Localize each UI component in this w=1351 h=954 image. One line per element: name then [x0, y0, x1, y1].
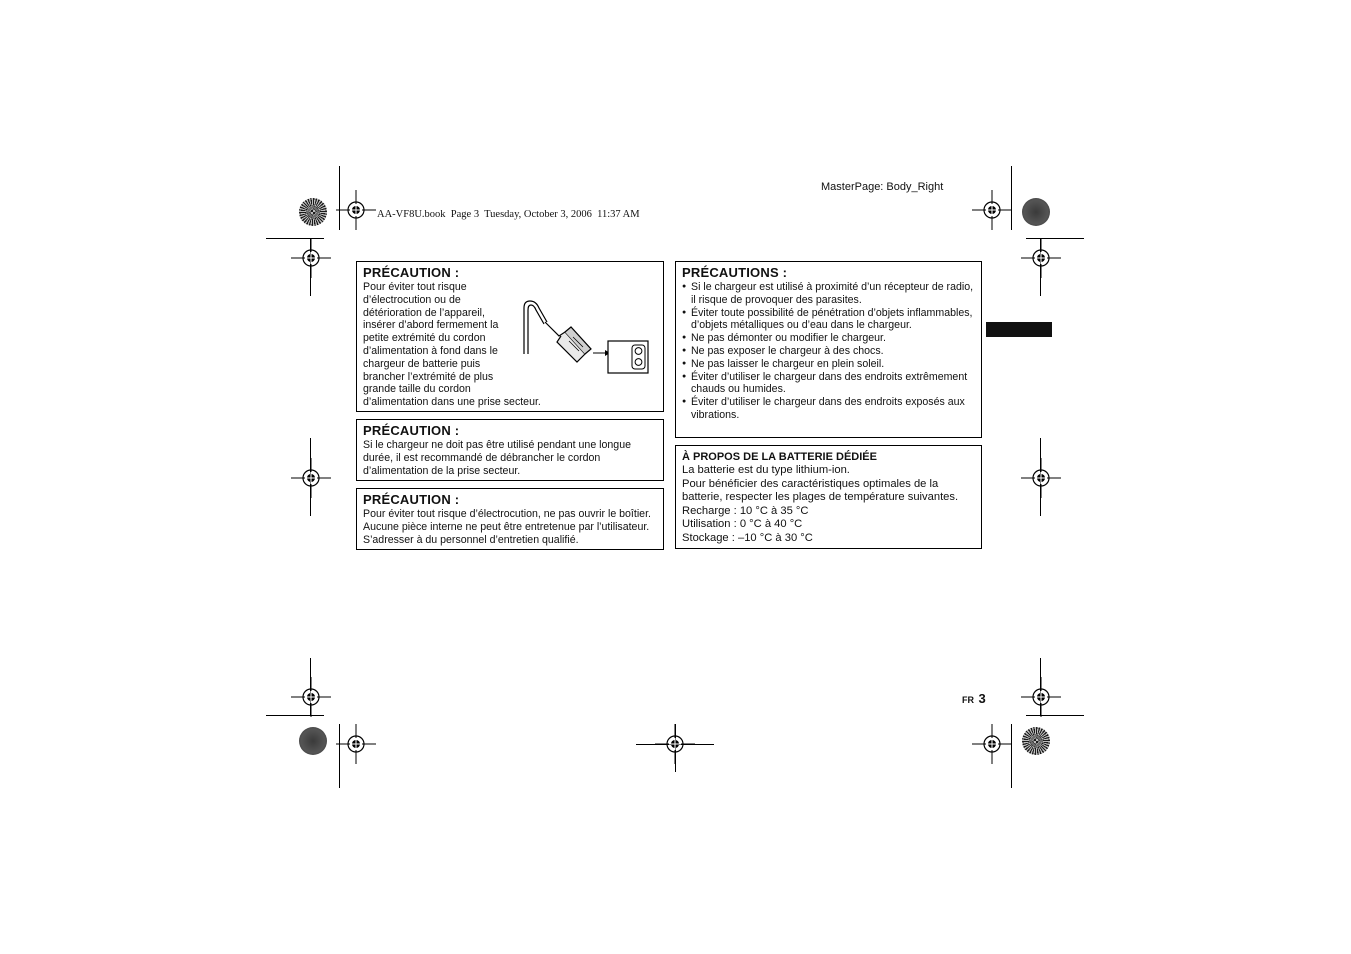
list-item: ● Éviter d’utiliser le chargeur dans des endroits extrêmement chauds ou humides.	[682, 371, 975, 397]
text-line: grande taille du cordon	[363, 383, 471, 396]
registration-mark-icon	[1021, 238, 1061, 278]
registration-mark-icon	[336, 724, 376, 764]
registration-mark-icon	[655, 724, 695, 764]
box-title: PRÉCAUTIONS :	[682, 265, 788, 280]
list-item: ● Si le chargeur est utilisé à proximité d’un récepteur de radio, il risque de provoquer des parasites.	[682, 281, 975, 307]
precaution-list	[682, 281, 975, 422]
list-item: ● Éviter d’utiliser le chargeur dans des endroits exposés aux vibrations.	[682, 396, 975, 422]
text-line: La batterie est du type lithium-ion.	[682, 464, 850, 476]
list-item: ● Ne pas laisser le chargeur en plein soleil.	[682, 358, 975, 371]
text-line: chargeur de batterie puis	[363, 357, 481, 370]
registration-mark-icon	[291, 677, 331, 717]
registration-mark-icon	[972, 724, 1012, 764]
box-title: PRÉCAUTION :	[363, 265, 460, 280]
text-line: insérer d’abord fermement la	[363, 319, 499, 332]
color-target-icon	[1022, 198, 1050, 226]
box-title: PRÉCAUTION :	[363, 492, 460, 507]
text-line: d’alimentation à fond dans le	[363, 344, 498, 357]
page-number-value: 3	[978, 691, 986, 706]
masterpage-label: MasterPage: Body_Right	[821, 181, 944, 193]
text-line: détérioration de l’appareil,	[363, 306, 485, 319]
page-number	[962, 690, 986, 708]
text-line: brancher l’extrémité de plus	[363, 370, 494, 383]
text-line: Pour éviter tout risque	[363, 281, 467, 293]
language-code: FR	[962, 695, 974, 705]
box-title: PRÉCAUTION :	[363, 423, 460, 438]
precaution-box-unplug	[356, 419, 664, 481]
precautions-box	[675, 261, 982, 438]
text-line: Utilisation : 0 °C à 40 °C	[682, 518, 803, 531]
list-item: ● Ne pas démonter ou modifier le chargeur.	[682, 332, 975, 345]
text-line: d’électrocution ou de	[363, 293, 461, 306]
color-target-icon	[299, 198, 327, 226]
text-line: Recharge : 10 °C à 35 °C	[682, 504, 809, 517]
list-item: ● Ne pas exposer le chargeur à des chocs.	[682, 345, 975, 358]
box-body	[682, 464, 975, 546]
section-tab-marker	[986, 322, 1052, 337]
color-target-icon	[299, 727, 327, 755]
battery-info-box	[675, 445, 982, 549]
registration-mark-icon	[1021, 677, 1061, 717]
text-line: petite extrémité du cordon	[363, 332, 486, 345]
registration-mark-icon	[1021, 458, 1061, 498]
book-info: AA-VF8U.book Page 3 Tuesday, October 3, 2006 11:37 AM	[377, 209, 640, 220]
registration-mark-icon	[336, 190, 376, 230]
registration-mark-icon	[291, 238, 331, 278]
text-line: Pour bénéficier des caractéristiques optimales de la batterie, respecter les plages de température suivantes.	[682, 477, 959, 504]
box-body: Pour éviter tout risque d’électrocution, ne pas ouvrir le boîtier. Aucune pièce interne ne peut être entretenue par l’utilisateur. S’adresser à du personnel d’entretien qualifié.	[363, 508, 651, 546]
box-body: Si le chargeur ne doit pas être utilisé pendant une longue durée, il est recommandé de débrancher le cordon d’alimentation de la prise secteur.	[363, 439, 631, 477]
registration-mark-icon	[972, 190, 1012, 230]
precaution-box-plug	[356, 261, 664, 412]
precaution-box-shock	[356, 488, 664, 550]
list-item: ● Éviter toute possibilité de pénétration d’objets inflammables, d’objets métalliques ou d’eau dans le chargeur.	[682, 307, 975, 333]
power-cord-plug-icon	[519, 296, 654, 378]
text-line: d’alimentation dans une prise secteur.	[363, 396, 541, 409]
registration-mark-icon	[291, 458, 331, 498]
box-title: À PROPOS DE LA BATTERIE DÉDIÉE	[682, 451, 877, 463]
color-target-icon	[1022, 727, 1050, 755]
text-line: Stockage : –10 °C à 30 °C	[682, 531, 813, 544]
